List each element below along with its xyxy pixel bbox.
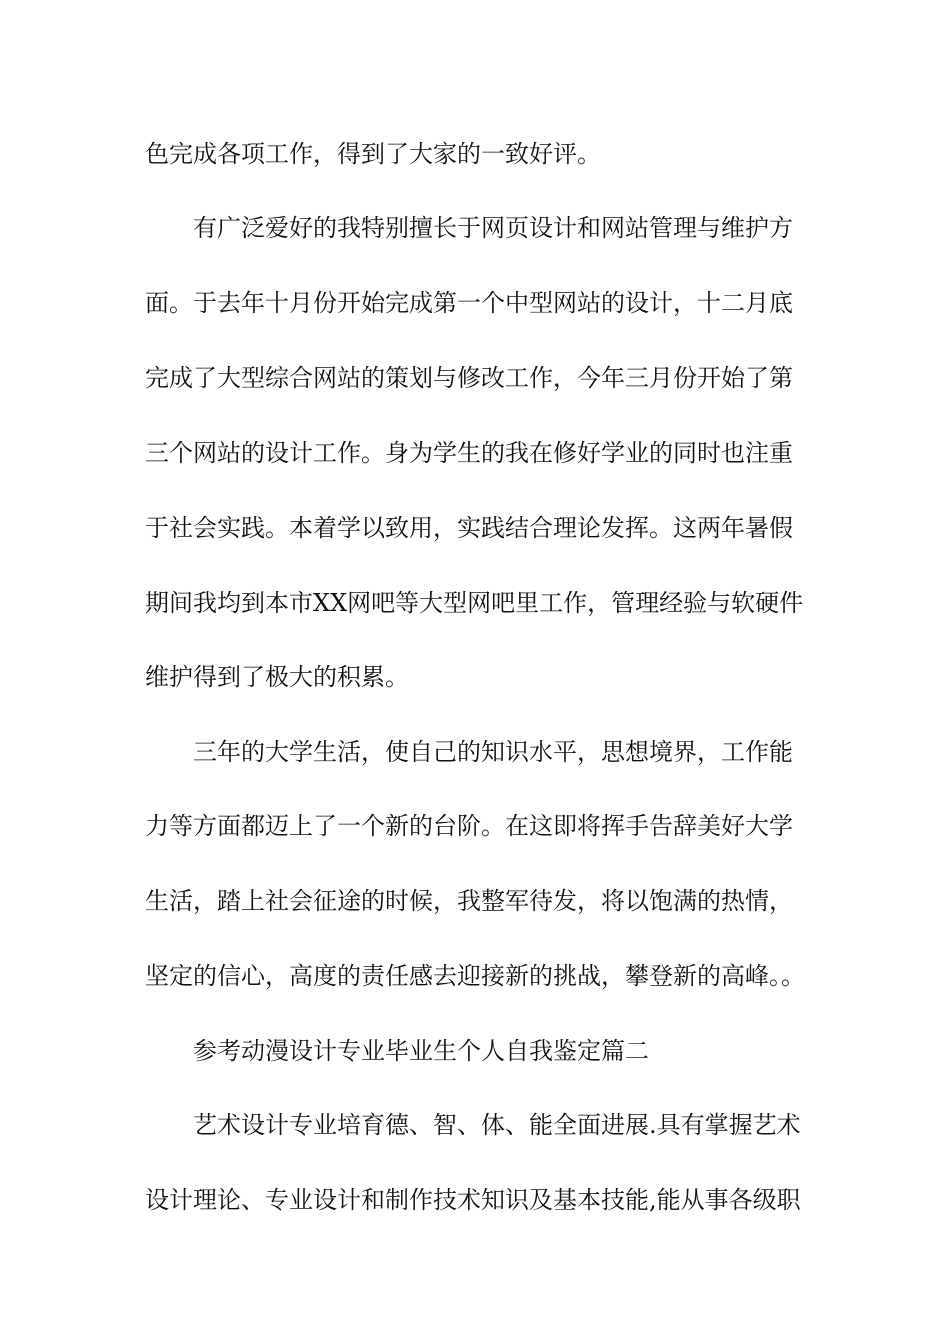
paragraph-start-line-14: 艺术设计专业培育德、智、体、能全面进展.具有掌握艺术 — [193, 1111, 801, 1139]
text-line-12: 坚定的信心，高度的责任感去迎接新的挑战，攀登新的高峰。。 — [145, 962, 805, 990]
text-line-7: 期间我均到本市XX网吧等大型网吧里工作，管理经验与软硬件 — [145, 589, 804, 617]
text-line-5: 三个网站的设计工作。身为学生的我在修好学业的同时也注重 — [145, 439, 793, 467]
text-line-11: 生活，踏上社会征途的时候，我整军待发，将以饱满的热情， — [145, 887, 793, 915]
text-line-4: 完成了大型综合网站的策划与修改工作，今年三月份开始了第 — [145, 364, 793, 392]
text-line-10: 力等方面都迈上了一个新的台阶。在这即将挥手告辞美好大学 — [145, 812, 793, 840]
text-line-15: 设计理论、专业设计和制作技术知识及基本技能,能从事各级职 — [145, 1186, 801, 1214]
text-line-1: 色完成各项工作，得到了大家的一致好评。 — [145, 140, 601, 168]
text-line-6: 于社会实践。本着学以致用，实践结合理论发挥。这两年暑假 — [145, 514, 793, 542]
paragraph-start-line-2: 有广泛爱好的我特别擅长于网页设计和网站管理与维护方 — [193, 214, 793, 242]
paragraph-start-line-9: 三年的大学生活，使自己的知识水平，思想境界，工作能 — [193, 738, 793, 766]
text-line-8: 维护得到了极大的积累。 — [145, 663, 409, 691]
text-line-3: 面。于去年十月份开始完成第一个中型网站的设计，十二月底 — [145, 289, 793, 317]
section-heading: 参考动漫设计专业毕业生个人自我鉴定篇二 — [193, 1037, 649, 1065]
